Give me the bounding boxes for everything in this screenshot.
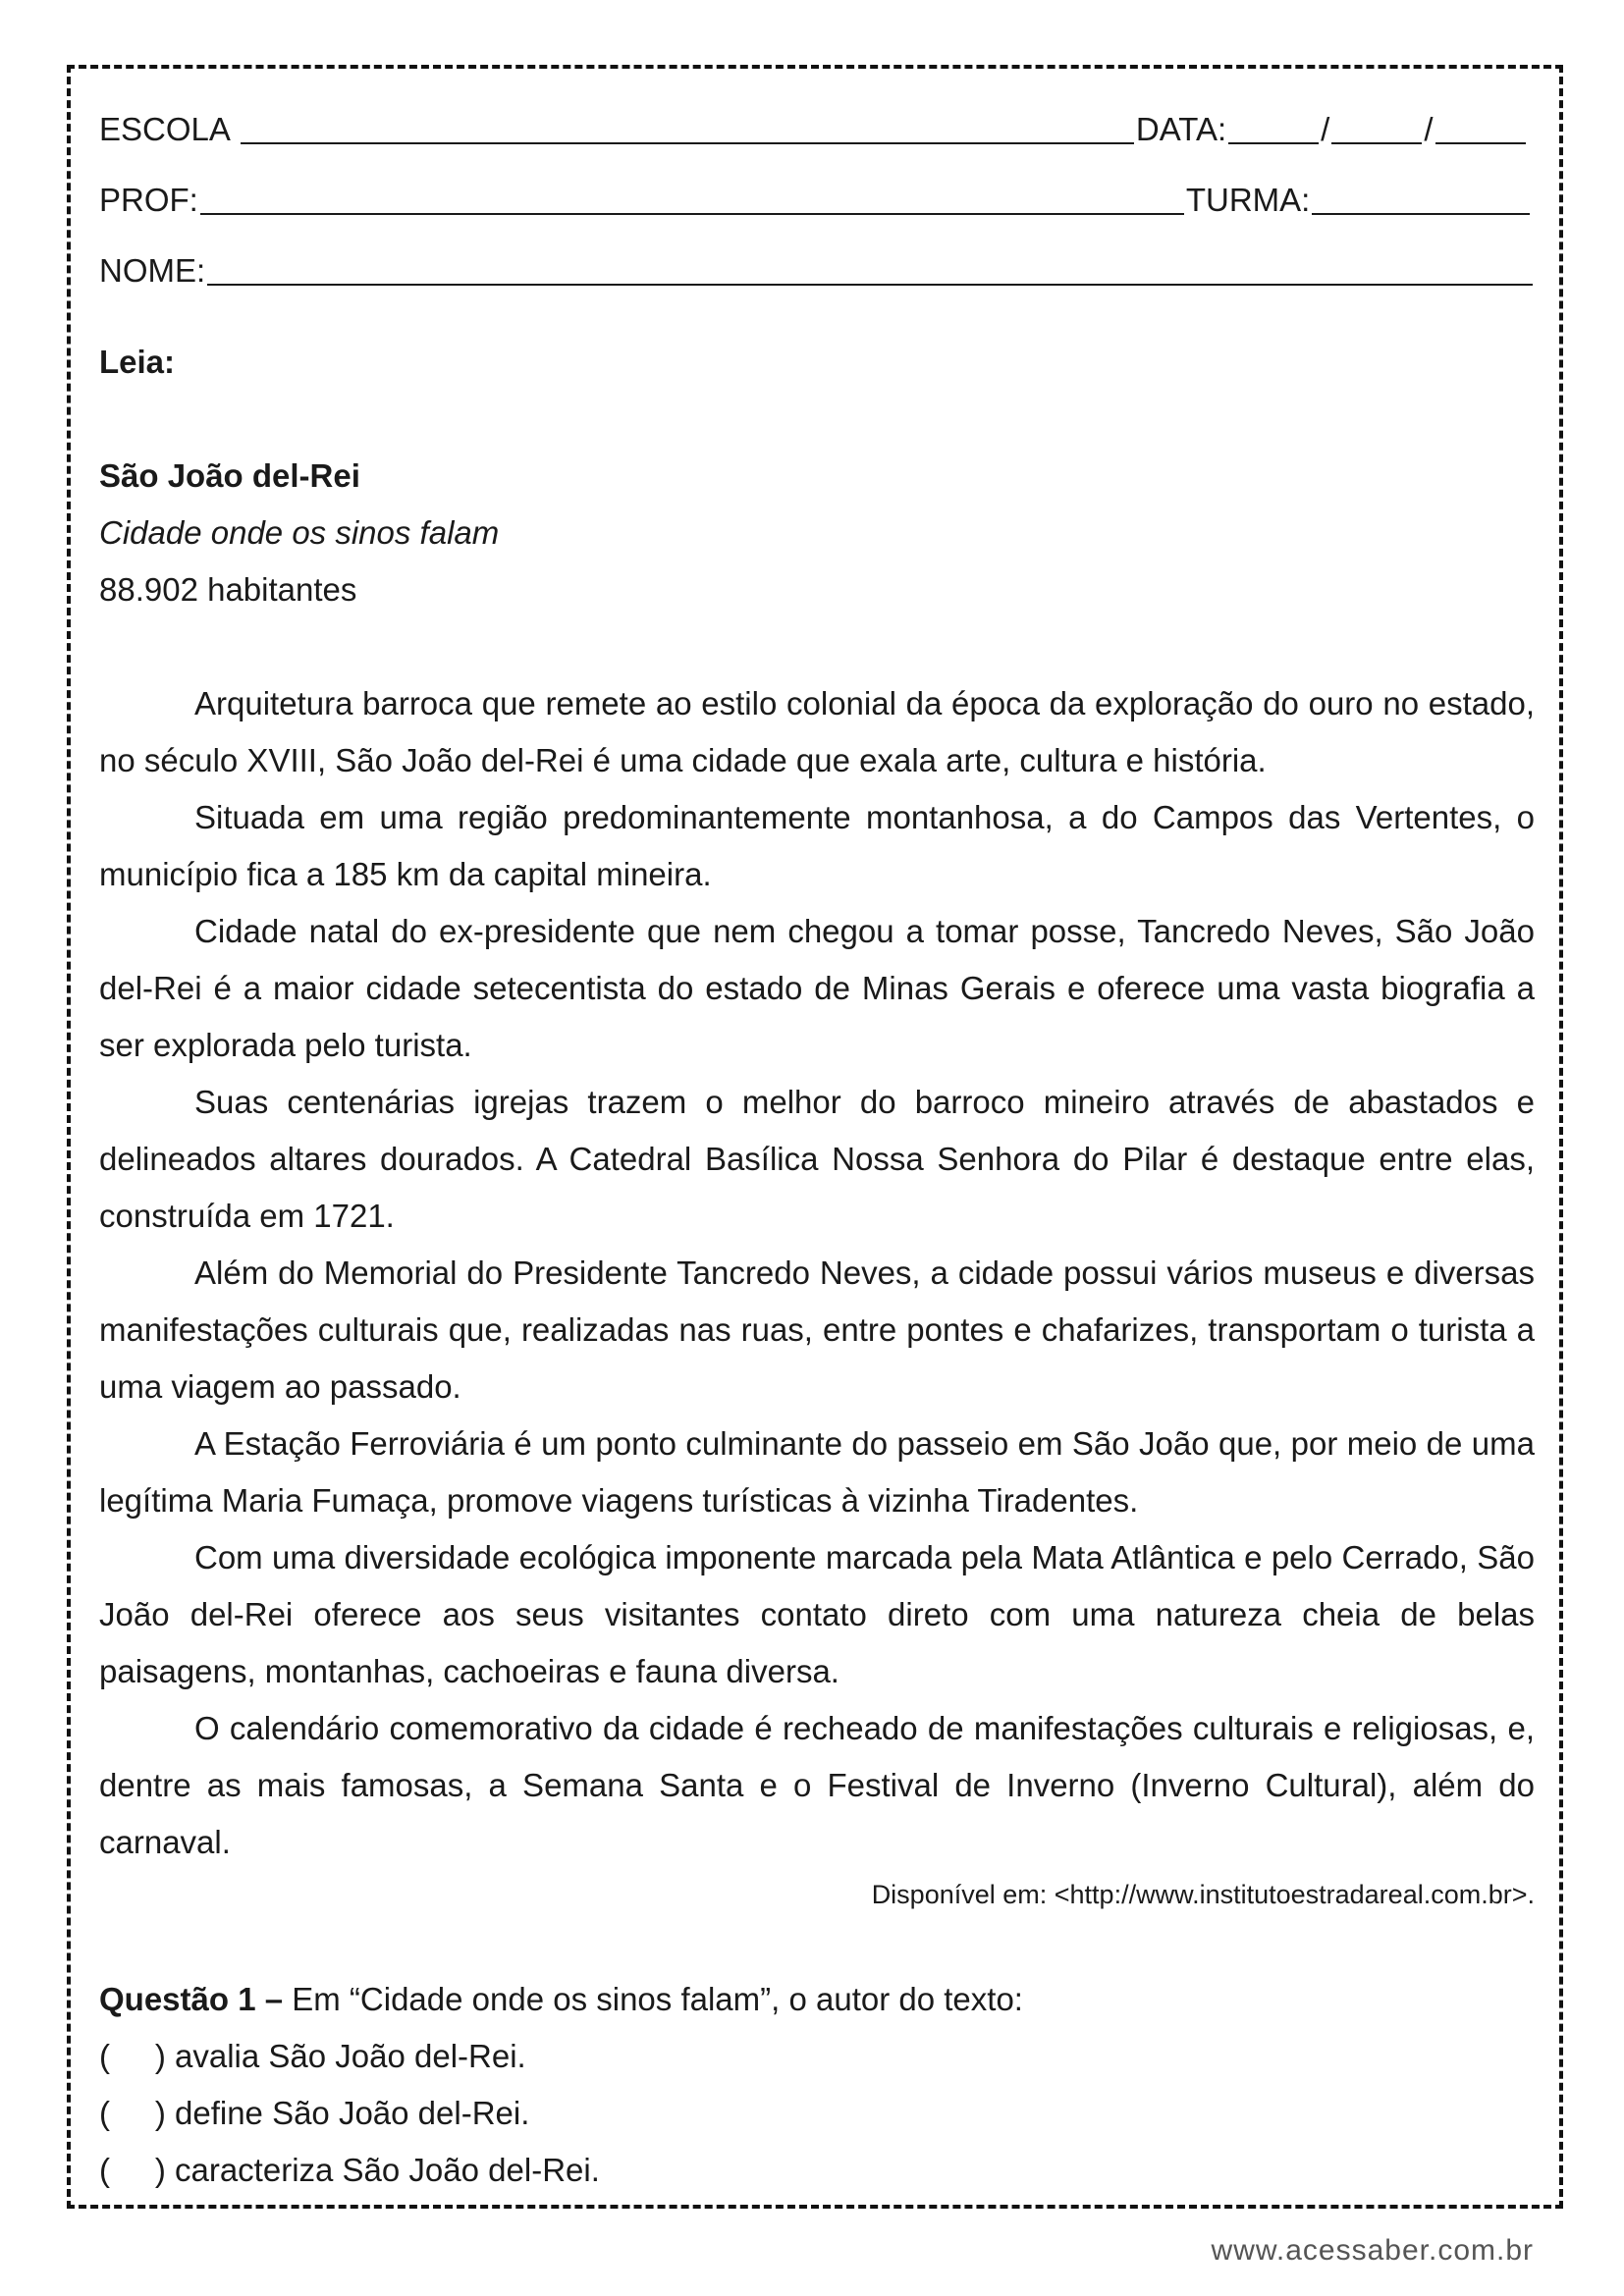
prof-label: PROF: xyxy=(99,182,198,218)
article-title: São João del-Rei xyxy=(99,457,360,494)
nome-field[interactable] xyxy=(207,254,1533,286)
worksheet-content xyxy=(99,94,1535,2199)
date-month-field[interactable] xyxy=(1331,113,1422,144)
question-option-caracteriza[interactable]: ( ) caracteriza São João del-Rei. xyxy=(99,2152,600,2188)
article-paragraph: Suas centenárias igrejas trazem o melhor do barroco mineiro através de abastados e delineados altares dourados. A Catedral Basílica Nossa Senhora do Pilar é destaque entre elas, construída em 1721. xyxy=(99,1084,1535,1234)
article-paragraph: Situada em uma região predominantemente montanhosa, a do Campos das Vertentes, o município fica a 185 km da capital mineira. xyxy=(99,799,1535,892)
date-day-field[interactable] xyxy=(1228,113,1319,144)
article-paragraph: O calendário comemorativo da cidade é recheado de manifestações culturais e religiosas, e, dentre as mais famosas, a Semana Santa e o Festival de Inverno (Inverno Cultural), além do carnaval. xyxy=(99,1710,1535,1860)
header-nome-line xyxy=(99,236,1535,306)
escola-label: ESCOLA xyxy=(99,111,231,147)
article-population: 88.902 habitantes xyxy=(99,571,357,608)
escola-field[interactable] xyxy=(241,113,1134,144)
instruction-leia: Leia: xyxy=(99,344,176,380)
date-separator-1: / xyxy=(1321,111,1330,147)
data-label: DATA: xyxy=(1135,111,1227,147)
article-paragraph: Com uma diversidade ecológica imponente marcada pela Mata Atlântica e pelo Cerrado, São João del-Rei oferece aos seus visitantes contato direto com uma natureza cheia de belas paisagens, montanhas, cachoeiras e fauna diversa. xyxy=(99,1539,1535,1689)
question-1 xyxy=(99,1971,1535,2028)
article-source: Disponível em: <http://www.institutoestradareal.com.br>. xyxy=(871,1880,1535,1909)
prof-field[interactable] xyxy=(200,184,1184,215)
date-separator-2: / xyxy=(1424,111,1434,147)
article-paragraph: A Estação Ferroviária é um ponto culminante do passeio em São João que, por meio de uma legítima Maria Fumaça, promove viagens turísticas à vizinha Tiradentes. xyxy=(99,1425,1535,1519)
date-year-field[interactable] xyxy=(1435,113,1526,144)
question-option-define[interactable]: ( ) define São João del-Rei. xyxy=(99,2095,530,2131)
article-paragraph: Além do Memorial do Presidente Tancredo Neves, a cidade possui vários museus e diversas manifestações culturais que, realizadas nas ruas, entre pontes e chafarizes, transportam o turista a uma viagem ao passado. xyxy=(99,1255,1535,1405)
header-prof-line xyxy=(99,165,1535,236)
header-escola-line xyxy=(99,94,1535,165)
article-body xyxy=(99,675,1535,1871)
turma-label: TURMA: xyxy=(1185,182,1311,218)
article-paragraph: Cidade natal do ex-presidente que nem chegou a tomar posse, Tancredo Neves, São João del-Rei é a maior cidade setecentista do estado de Minas Gerais e oferece uma vasta biografia a ser explorada pelo turista. xyxy=(99,913,1535,1063)
nome-label: NOME: xyxy=(99,252,206,289)
article-subtitle: Cidade onde os sinos falam xyxy=(99,514,500,551)
question-label: Questão 1 – xyxy=(99,1981,284,2017)
footer-website: www.acessaber.com.br xyxy=(1211,2234,1534,2267)
article-paragraph: Arquitetura barroca que remete ao estilo colonial da época da exploração do ouro no estado, no século XVIII, São João del-Rei é uma cidade que exala arte, cultura e história. xyxy=(99,685,1535,778)
question-text: Em “Cidade onde os sinos falam”, o autor do texto: xyxy=(283,1981,1023,2017)
question-option-avalia[interactable]: ( ) avalia São João del-Rei. xyxy=(99,2038,526,2074)
turma-field[interactable] xyxy=(1312,184,1530,215)
